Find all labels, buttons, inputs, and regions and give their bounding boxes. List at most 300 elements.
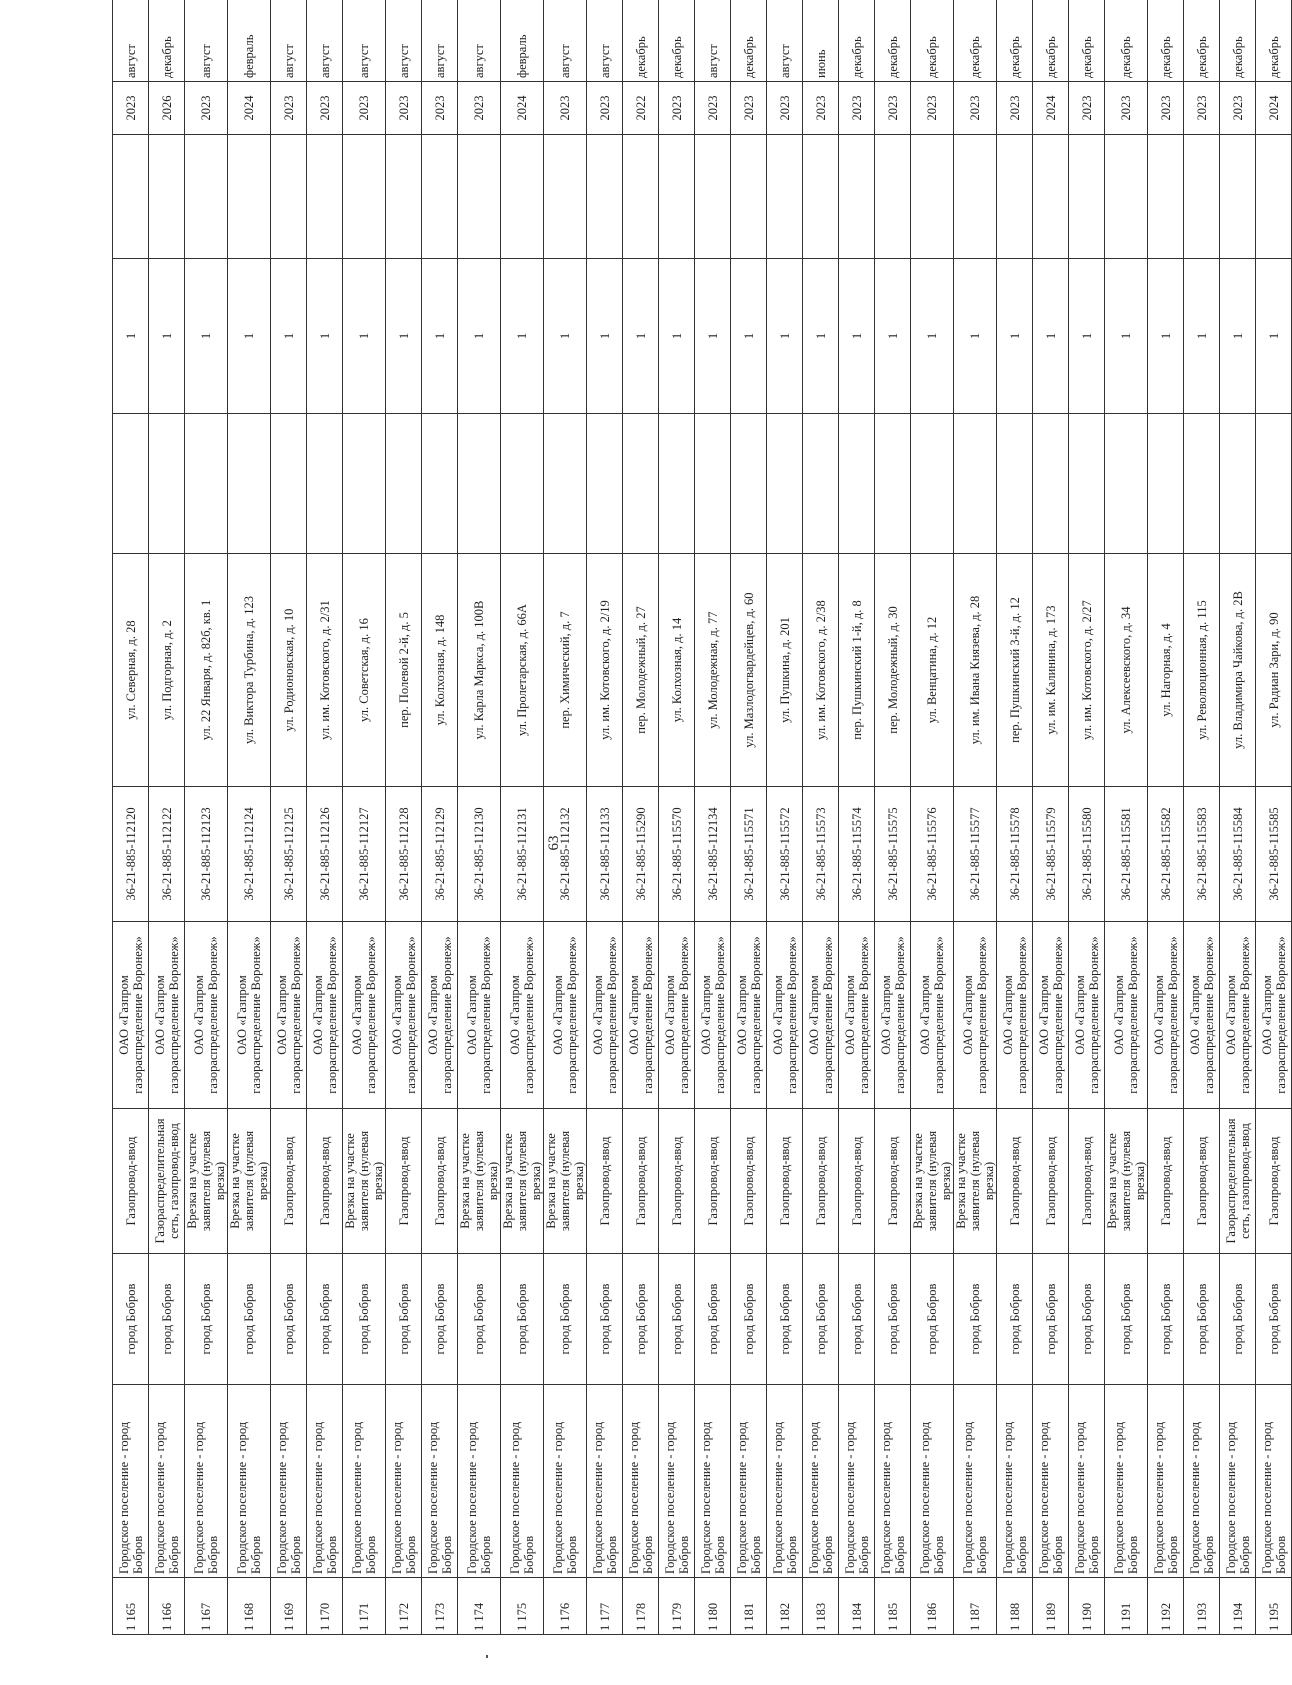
object-type-cell: Газопровод-ввод xyxy=(1069,1109,1105,1254)
empty-cell xyxy=(501,135,544,259)
municipality-cell: Городское поселение - город Бобров xyxy=(228,1385,271,1578)
quantity-cell: 1 xyxy=(659,259,695,414)
object-code-cell: 36-21-885-115577 xyxy=(954,787,997,922)
month-cell: август xyxy=(587,0,623,82)
municipality-cell: Городское поселение - город Бобров xyxy=(149,1385,185,1578)
quantity-cell: 1 xyxy=(113,259,149,414)
owner-cell: ОАО «Газпром газораспределение Воронеж» xyxy=(731,922,767,1109)
address-cell: ул. Мазлодогвардейцев, д. 60 xyxy=(731,554,767,787)
settlement-cell: город Бобров xyxy=(544,1254,587,1385)
table-row xyxy=(386,0,422,1635)
month-cell: август xyxy=(343,0,386,82)
table-row xyxy=(1256,0,1292,1635)
object-code-cell: 36-21-885-112129 xyxy=(422,787,458,922)
object-type-cell: Газопровод-ввод xyxy=(997,1109,1033,1254)
table-row xyxy=(997,0,1033,1635)
owner-cell: ОАО «Газпром газораспределение Воронеж» xyxy=(803,922,839,1109)
quantity-cell: 1 xyxy=(1220,259,1256,414)
municipality-cell: Городское поселение - город Бобров xyxy=(767,1385,803,1578)
owner-cell: ОАО «Газпром газораспределение Воронеж» xyxy=(185,922,228,1109)
empty-cell xyxy=(228,414,271,554)
municipality-cell: Городское поселение - город Бобров xyxy=(731,1385,767,1578)
empty-cell xyxy=(271,135,307,259)
owner-cell: ОАО «Газпром газораспределение Воронеж» xyxy=(501,922,544,1109)
address-cell: пер. Молодежный, д. 30 xyxy=(875,554,911,787)
municipality-cell: Городское поселение - город Бобров xyxy=(695,1385,731,1578)
empty-cell xyxy=(343,414,386,554)
empty-cell xyxy=(544,135,587,259)
empty-cell xyxy=(501,414,544,554)
month-cell: август xyxy=(422,0,458,82)
address-cell: ул. Революционная, д. 115 xyxy=(1184,554,1220,787)
row-number: 1 191 xyxy=(1105,1578,1148,1635)
object-type-cell: Газопровод-ввод xyxy=(422,1109,458,1254)
object-type-cell: Газопровод-ввод xyxy=(659,1109,695,1254)
settlement-cell: город Бобров xyxy=(659,1254,695,1385)
table-row xyxy=(839,0,875,1635)
table-row xyxy=(875,0,911,1635)
object-code-cell: 36-21-885-112133 xyxy=(587,787,623,922)
empty-cell xyxy=(113,135,149,259)
address-cell: ул. им. Ивана Князева, д. 28 xyxy=(954,554,997,787)
municipality-cell: Городское поселение - город Бобров xyxy=(113,1385,149,1578)
object-code-cell: 36-21-885-115581 xyxy=(1105,787,1148,922)
owner-cell: ОАО «Газпром газораспределение Воронеж» xyxy=(1148,922,1184,1109)
row-number: 1 170 xyxy=(307,1578,343,1635)
address-cell: ул. Владимира Чайкова, д. 2В xyxy=(1220,554,1256,787)
table-row xyxy=(587,0,623,1635)
object-type-cell: Газопровод-ввод xyxy=(271,1109,307,1254)
object-type-cell: Газопровод-ввод xyxy=(307,1109,343,1254)
municipality-cell: Городское поселение - город Бобров xyxy=(997,1385,1033,1578)
settlement-cell: город Бобров xyxy=(458,1254,501,1385)
year-cell: 2023 xyxy=(875,82,911,135)
empty-cell xyxy=(839,135,875,259)
quantity-cell: 1 xyxy=(422,259,458,414)
empty-cell xyxy=(228,135,271,259)
table-row xyxy=(113,0,149,1635)
settlement-cell: город Бобров xyxy=(228,1254,271,1385)
table-row xyxy=(1105,0,1148,1635)
object-type-cell: Газопровод-ввод xyxy=(113,1109,149,1254)
object-code-cell: 36-21-885-115571 xyxy=(731,787,767,922)
quantity-cell: 1 xyxy=(1069,259,1105,414)
table-row xyxy=(731,0,767,1635)
owner-cell: ОАО «Газпром газораспределение Воронеж» xyxy=(954,922,997,1109)
year-cell: 2024 xyxy=(1256,82,1292,135)
month-cell: декабрь xyxy=(875,0,911,82)
object-type-cell: Газопровод-ввод xyxy=(1033,1109,1069,1254)
owner-cell: ОАО «Газпром газораспределение Воронеж» xyxy=(1184,922,1220,1109)
scan-artifact xyxy=(486,1655,488,1658)
municipality-cell: Городское поселение - город Бобров xyxy=(1148,1385,1184,1578)
month-cell: август xyxy=(271,0,307,82)
table-row xyxy=(544,0,587,1635)
row-number: 1 195 xyxy=(1256,1578,1292,1635)
object-type-cell: Газопровод-ввод xyxy=(386,1109,422,1254)
settlement-cell: город Бобров xyxy=(501,1254,544,1385)
object-type-cell: Газораспределительная сеть, газопровод-ввод xyxy=(1220,1109,1256,1254)
object-code-cell: 36-21-885-112127 xyxy=(343,787,386,922)
address-cell: пер. Химический, д. 7 xyxy=(544,554,587,787)
settlement-cell: город Бобров xyxy=(1256,1254,1292,1385)
municipality-cell: Городское поселение - город Бобров xyxy=(458,1385,501,1578)
object-code-cell: 36-21-885-115585 xyxy=(1256,787,1292,922)
municipality-cell: Городское поселение - город Бобров xyxy=(185,1385,228,1578)
owner-cell: ОАО «Газпром газораспределение Воронеж» xyxy=(695,922,731,1109)
year-cell: 2023 xyxy=(659,82,695,135)
object-type-cell: Врезка на участке заявителя (нулевая врезка) xyxy=(185,1109,228,1254)
municipality-cell: Городское поселение - город Бобров xyxy=(954,1385,997,1578)
year-cell: 2023 xyxy=(185,82,228,135)
month-cell: август xyxy=(544,0,587,82)
empty-cell xyxy=(623,135,659,259)
empty-cell xyxy=(544,414,587,554)
object-code-cell: 36-21-885-115570 xyxy=(659,787,695,922)
row-number: 1 180 xyxy=(695,1578,731,1635)
address-cell: ул. Алексеевского, д. 34 xyxy=(1105,554,1148,787)
row-number: 1 183 xyxy=(803,1578,839,1635)
settlement-cell: город Бобров xyxy=(386,1254,422,1385)
settlement-cell: город Бобров xyxy=(1105,1254,1148,1385)
empty-cell xyxy=(1220,135,1256,259)
owner-cell: ОАО «Газпром газораспределение Воронеж» xyxy=(587,922,623,1109)
row-number: 1 175 xyxy=(501,1578,544,1635)
municipality-cell: Городское поселение - город Бобров xyxy=(1184,1385,1220,1578)
owner-cell: ОАО «Газпром газораспределение Воронеж» xyxy=(271,922,307,1109)
table-row xyxy=(1069,0,1105,1635)
object-code-cell: 36-21-885-112123 xyxy=(185,787,228,922)
empty-cell xyxy=(1256,414,1292,554)
municipality-cell: Городское поселение - город Бобров xyxy=(501,1385,544,1578)
object-code-cell: 36-21-885-115583 xyxy=(1184,787,1220,922)
year-cell: 2024 xyxy=(1033,82,1069,135)
address-cell: пер. Пушкинский 1-й, д. 8 xyxy=(839,554,875,787)
object-code-cell: 36-21-885-115578 xyxy=(997,787,1033,922)
empty-cell xyxy=(767,414,803,554)
quantity-cell: 1 xyxy=(307,259,343,414)
month-cell: август xyxy=(307,0,343,82)
settlement-cell: город Бобров xyxy=(1220,1254,1256,1385)
table-row xyxy=(1148,0,1184,1635)
municipality-cell: Городское поселение - город Бобров xyxy=(911,1385,954,1578)
empty-cell xyxy=(1105,414,1148,554)
municipality-cell: Городское поселение - город Бобров xyxy=(875,1385,911,1578)
address-cell: ул. Венцатина, д. 12 xyxy=(911,554,954,787)
quantity-cell: 1 xyxy=(149,259,185,414)
quantity-cell: 1 xyxy=(954,259,997,414)
row-number: 1 184 xyxy=(839,1578,875,1635)
object-code-cell: 36-21-885-115576 xyxy=(911,787,954,922)
empty-cell xyxy=(1033,414,1069,554)
row-number: 1 188 xyxy=(997,1578,1033,1635)
object-code-cell: 36-21-885-112125 xyxy=(271,787,307,922)
quantity-cell: 1 xyxy=(1148,259,1184,414)
row-number: 1 168 xyxy=(228,1578,271,1635)
address-cell: ул. Советская, д. 16 xyxy=(343,554,386,787)
empty-cell xyxy=(803,414,839,554)
empty-cell xyxy=(307,414,343,554)
year-cell: 2023 xyxy=(422,82,458,135)
settlement-cell: город Бобров xyxy=(997,1254,1033,1385)
address-cell: пер. Пушкинский 3-й, д. 12 xyxy=(997,554,1033,787)
settlement-cell: город Бобров xyxy=(1069,1254,1105,1385)
owner-cell: ОАО «Газпром газораспределение Воронеж» xyxy=(1220,922,1256,1109)
quantity-cell: 1 xyxy=(997,259,1033,414)
row-number: 1 176 xyxy=(544,1578,587,1635)
address-cell: ул. Виктора Турбина, д. 123 xyxy=(228,554,271,787)
object-type-cell: Газопровод-ввод xyxy=(695,1109,731,1254)
settlement-cell: город Бобров xyxy=(803,1254,839,1385)
row-number: 1 173 xyxy=(422,1578,458,1635)
empty-cell xyxy=(695,135,731,259)
table-row xyxy=(659,0,695,1635)
empty-cell xyxy=(875,414,911,554)
quantity-cell: 1 xyxy=(587,259,623,414)
object-code-cell: 36-21-885-115579 xyxy=(1033,787,1069,922)
table-row xyxy=(271,0,307,1635)
owner-cell: ОАО «Газпром газораспределение Воронеж» xyxy=(544,922,587,1109)
municipality-cell: Городское поселение - город Бобров xyxy=(803,1385,839,1578)
empty-cell xyxy=(997,135,1033,259)
quantity-cell: 1 xyxy=(501,259,544,414)
year-cell: 2024 xyxy=(228,82,271,135)
quantity-cell: 1 xyxy=(731,259,767,414)
year-cell: 2023 xyxy=(911,82,954,135)
address-cell: ул. Пушкина, д. 201 xyxy=(767,554,803,787)
table-row xyxy=(1220,0,1256,1635)
table-row xyxy=(803,0,839,1635)
rotated-table-wrapper xyxy=(112,34,1288,1635)
month-cell: декабрь xyxy=(1148,0,1184,82)
empty-cell xyxy=(1148,135,1184,259)
year-cell: 2023 xyxy=(731,82,767,135)
address-cell: ул. Нагорная, д. 4 xyxy=(1148,554,1184,787)
object-code-cell: 36-21-885-112122 xyxy=(149,787,185,922)
month-cell: декабрь xyxy=(1220,0,1256,82)
object-type-cell: Газопровод-ввод xyxy=(1148,1109,1184,1254)
year-cell: 2023 xyxy=(767,82,803,135)
row-number: 1 174 xyxy=(458,1578,501,1635)
row-number: 1 190 xyxy=(1069,1578,1105,1635)
settlement-cell: город Бобров xyxy=(113,1254,149,1385)
empty-cell xyxy=(911,135,954,259)
year-cell: 2023 xyxy=(1220,82,1256,135)
month-cell: декабрь xyxy=(149,0,185,82)
object-code-cell: 36-21-885-112120 xyxy=(113,787,149,922)
owner-cell: ОАО «Газпром газораспределение Воронеж» xyxy=(343,922,386,1109)
owner-cell: ОАО «Газпром газораспределение Воронеж» xyxy=(113,922,149,1109)
month-cell: август xyxy=(458,0,501,82)
year-cell: 2023 xyxy=(1148,82,1184,135)
month-cell: декабрь xyxy=(997,0,1033,82)
settlement-cell: город Бобров xyxy=(954,1254,997,1385)
table-row xyxy=(149,0,185,1635)
settlement-cell: город Бобров xyxy=(767,1254,803,1385)
empty-cell xyxy=(113,414,149,554)
empty-cell xyxy=(803,135,839,259)
owner-cell: ОАО «Газпром газораспределение Воронеж» xyxy=(307,922,343,1109)
month-cell: декабрь xyxy=(1069,0,1105,82)
settlement-cell: город Бобров xyxy=(1184,1254,1220,1385)
address-cell: ул. Карла Маркса, д. 100В xyxy=(458,554,501,787)
quantity-cell: 1 xyxy=(544,259,587,414)
address-cell: ул. Колхозная, д. 148 xyxy=(422,554,458,787)
owner-cell: ОАО «Газпром газораспределение Воронеж» xyxy=(767,922,803,1109)
settlement-cell: город Бобров xyxy=(587,1254,623,1385)
quantity-cell: 1 xyxy=(911,259,954,414)
quantity-cell: 1 xyxy=(1256,259,1292,414)
row-number: 1 171 xyxy=(343,1578,386,1635)
empty-cell xyxy=(1033,135,1069,259)
empty-cell xyxy=(149,135,185,259)
row-number: 1 167 xyxy=(185,1578,228,1635)
owner-cell: ОАО «Газпром газораспределение Воронеж» xyxy=(1033,922,1069,1109)
object-code-cell: 36-21-885-112126 xyxy=(307,787,343,922)
owner-cell: ОАО «Газпром газораспределение Воронеж» xyxy=(1069,922,1105,1109)
object-type-cell: Газопровод-ввод xyxy=(875,1109,911,1254)
row-number: 1 166 xyxy=(149,1578,185,1635)
month-cell: декабрь xyxy=(839,0,875,82)
municipality-cell: Городское поселение - город Бобров xyxy=(1033,1385,1069,1578)
year-cell: 2023 xyxy=(343,82,386,135)
empty-cell xyxy=(1184,414,1220,554)
table-row xyxy=(228,0,271,1635)
address-cell: пер. Полевой 2-й, д. 5 xyxy=(386,554,422,787)
table-row xyxy=(501,0,544,1635)
table-row xyxy=(911,0,954,1635)
year-cell: 2023 xyxy=(695,82,731,135)
address-cell: ул. Пролетарская, д. 66А xyxy=(501,554,544,787)
quantity-cell: 1 xyxy=(386,259,422,414)
year-cell: 2023 xyxy=(997,82,1033,135)
empty-cell xyxy=(587,135,623,259)
municipality-cell: Городское поселение - город Бобров xyxy=(659,1385,695,1578)
settlement-cell: город Бобров xyxy=(149,1254,185,1385)
object-type-cell: Врезка на участке заявителя (нулевая врезка) xyxy=(954,1109,997,1254)
row-number: 1 192 xyxy=(1148,1578,1184,1635)
municipality-cell: Городское поселение - город Бобров xyxy=(271,1385,307,1578)
year-cell: 2024 xyxy=(501,82,544,135)
object-code-cell: 36-21-885-115572 xyxy=(767,787,803,922)
object-code-cell: 36-21-885-112131 xyxy=(501,787,544,922)
object-type-cell: Врезка на участке заявителя (нулевая врезка) xyxy=(1105,1109,1148,1254)
row-number: 1 194 xyxy=(1220,1578,1256,1635)
month-cell: июнь xyxy=(803,0,839,82)
year-cell: 2023 xyxy=(1184,82,1220,135)
row-number: 1 187 xyxy=(954,1578,997,1635)
empty-cell xyxy=(458,414,501,554)
address-cell: ул. Подгорная, д. 2 xyxy=(149,554,185,787)
month-cell: декабрь xyxy=(623,0,659,82)
empty-cell xyxy=(659,135,695,259)
quantity-cell: 1 xyxy=(228,259,271,414)
year-cell: 2023 xyxy=(587,82,623,135)
settlement-cell: город Бобров xyxy=(271,1254,307,1385)
quantity-cell: 1 xyxy=(839,259,875,414)
address-cell: ул. им. Котовского, д. 2/19 xyxy=(587,554,623,787)
empty-cell xyxy=(422,414,458,554)
settlement-cell: город Бобров xyxy=(1148,1254,1184,1385)
owner-cell: ОАО «Газпром газораспределение Воронеж» xyxy=(659,922,695,1109)
row-number: 1 165 xyxy=(113,1578,149,1635)
empty-cell xyxy=(386,135,422,259)
empty-cell xyxy=(623,414,659,554)
month-cell: декабрь xyxy=(1105,0,1148,82)
table-row xyxy=(343,0,386,1635)
empty-cell xyxy=(1069,135,1105,259)
row-number: 1 181 xyxy=(731,1578,767,1635)
object-type-cell: Врезка на участке заявителя (нулевая врезка) xyxy=(911,1109,954,1254)
object-code-cell: 36-21-885-115582 xyxy=(1148,787,1184,922)
quantity-cell: 1 xyxy=(458,259,501,414)
table-row xyxy=(458,0,501,1635)
address-cell: ул. Родионовская, д. 10 xyxy=(271,554,307,787)
table-row xyxy=(307,0,343,1635)
address-cell: ул. Радиан Зари, д. 90 xyxy=(1256,554,1292,787)
settlement-cell: город Бобров xyxy=(185,1254,228,1385)
empty-cell xyxy=(422,135,458,259)
year-cell: 2023 xyxy=(1105,82,1148,135)
settlement-cell: город Бобров xyxy=(422,1254,458,1385)
owner-cell: ОАО «Газпром газораспределение Воронеж» xyxy=(386,922,422,1109)
row-number: 1 177 xyxy=(587,1578,623,1635)
year-cell: 2026 xyxy=(149,82,185,135)
row-number: 1 186 xyxy=(911,1578,954,1635)
object-code-cell: 36-21-885-112124 xyxy=(228,787,271,922)
settlement-cell: город Бобров xyxy=(307,1254,343,1385)
row-number: 1 182 xyxy=(767,1578,803,1635)
table-row xyxy=(954,0,997,1635)
owner-cell: ОАО «Газпром газораспределение Воронеж» xyxy=(149,922,185,1109)
empty-cell xyxy=(954,135,997,259)
empty-cell xyxy=(767,135,803,259)
row-number: 1 189 xyxy=(1033,1578,1069,1635)
empty-cell xyxy=(954,414,997,554)
settlement-cell: город Бобров xyxy=(695,1254,731,1385)
object-type-cell: Врезка на участке заявителя (нулевая врезка) xyxy=(501,1109,544,1254)
quantity-cell: 1 xyxy=(343,259,386,414)
municipality-cell: Городское поселение - город Бобров xyxy=(1069,1385,1105,1578)
owner-cell: ОАО «Газпром газораспределение Воронеж» xyxy=(458,922,501,1109)
object-type-cell: Врезка на участке заявителя (нулевая врезка) xyxy=(544,1109,587,1254)
object-code-cell: 36-21-885-115573 xyxy=(803,787,839,922)
month-cell: декабрь xyxy=(954,0,997,82)
year-cell: 2022 xyxy=(623,82,659,135)
address-cell: ул. им. Котовского, д. 2/38 xyxy=(803,554,839,787)
municipality-cell: Городское поселение - город Бобров xyxy=(623,1385,659,1578)
year-cell: 2023 xyxy=(954,82,997,135)
year-cell: 2023 xyxy=(1069,82,1105,135)
row-number: 1 193 xyxy=(1184,1578,1220,1635)
empty-cell xyxy=(1105,135,1148,259)
address-cell: ул. им. Котовского, д. 2/27 xyxy=(1069,554,1105,787)
table-row xyxy=(185,0,228,1635)
empty-cell xyxy=(343,135,386,259)
empty-cell xyxy=(149,414,185,554)
quantity-cell: 1 xyxy=(695,259,731,414)
municipality-cell: Городское поселение - город Бобров xyxy=(839,1385,875,1578)
empty-cell xyxy=(185,414,228,554)
month-cell: август xyxy=(113,0,149,82)
address-cell: ул. Колхозная, д. 14 xyxy=(659,554,695,787)
empty-cell xyxy=(1256,135,1292,259)
month-cell: август xyxy=(767,0,803,82)
month-cell: декабрь xyxy=(1184,0,1220,82)
year-cell: 2023 xyxy=(386,82,422,135)
month-cell: август xyxy=(185,0,228,82)
year-cell: 2023 xyxy=(839,82,875,135)
